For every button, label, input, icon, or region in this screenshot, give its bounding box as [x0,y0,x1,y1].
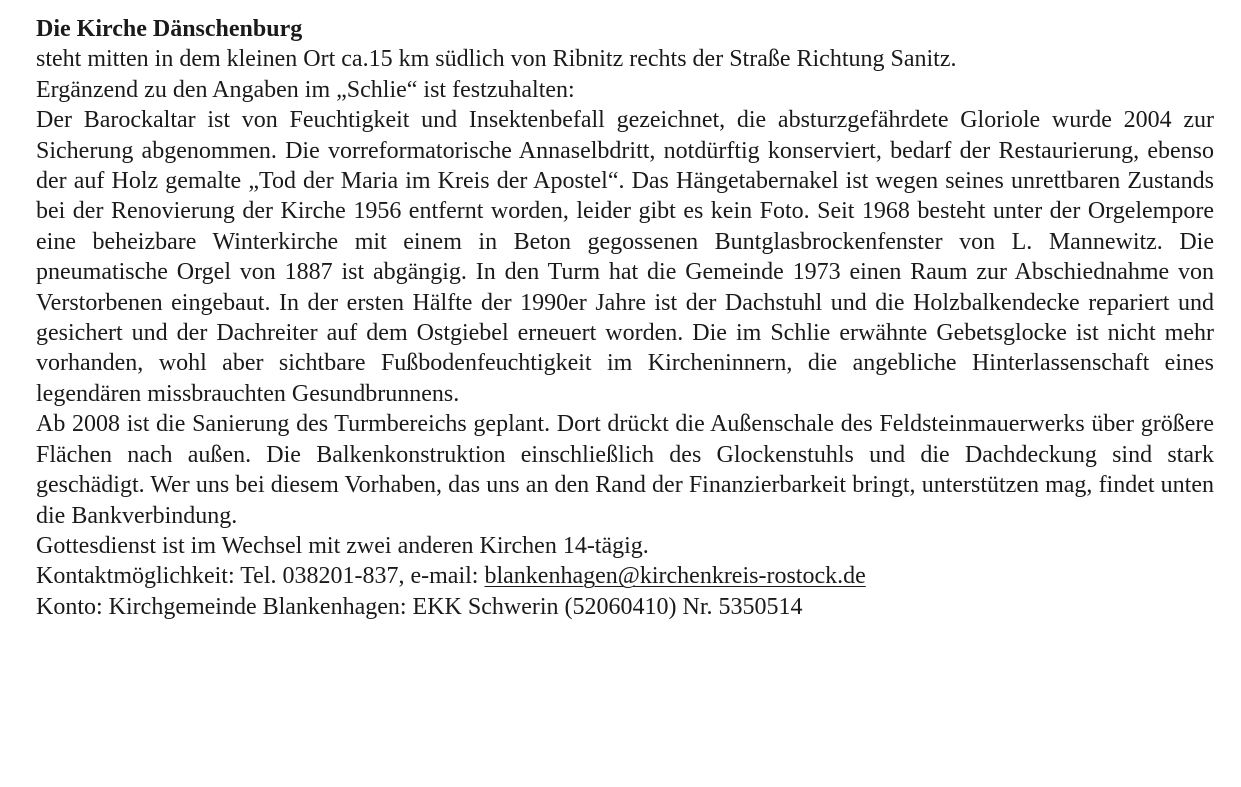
paragraph-condition: Der Barockaltar ist von Feuchtigkeit und Insektenbefall gezeichnet, die absturzgefährdete Gloriole wurde 2004 zur Sicherung abgenommen. Die vorreformatorische Annaselbdritt, notdürftig konserviert, bedarf der Restaurierung, ebenso der auf Holz gemalte „Tod der Maria im Kreis der Apostel“. Das Hängetabernakel ist wegen seines unrettbaren Zustands bei der Renovierung der Kirche 1956 entfernt worden, leider gibt es kein Foto. Seit 1968 besteht unter der Orgelempore eine beheizbare Winterkirche mit einem in Beton gegossenen Buntglasbrockenfenster von L. Mannewitz. Die pneumatische Orgel von 1887 ist abgängig. In den Turm hat die Gemeinde 1973 einen Raum zur Abschiednahme von Verstorbenen eingebaut. In der ersten Hälfte der 1990er Jahre ist der Dachstuhl und die Holzbalkendecke repariert und gesichert und der Dachreiter auf dem Ostgiebel erneuert worden. Die im Schlie erwähnte Gebetsglocke ist nicht mehr vorhanden, wohl aber sichtbare Fußbodenfeuchtigkeit im Kircheninnern, die angebliche Hinterlassenschaft eines legendären missbrauchten Gesundbrunnens. [36,107,1214,407]
contact-email-link[interactable]: blankenhagen@kirchenkreis-rostock.de [484,563,866,590]
intro-line-location: steht mitten in dem kleinen Ort ca.15 km südlich von Ribnitz rechts der Straße Richtung Sanitz. [36,46,957,73]
contact-line [36,561,1214,591]
service-line: Gottesdienst ist im Wechsel mit zwei anderen Kirchen 14-tägig. [36,532,649,559]
document-title: Die Kirche Dänschenburg [36,16,303,42]
document-page [36,14,1214,622]
account-line: Konto: Kirchgemeinde Blankenhagen: EKK Schwerin (52060410) Nr. 5350514 [36,593,803,620]
contact-prefix: Kontaktmöglichkeit: Tel. 038201-837, e-mail: [36,563,485,590]
intro-line-schlie: Ergänzend zu den Angaben im „Schlie“ ist festzuhalten: [36,76,575,103]
paragraph-renovation: Ab 2008 ist die Sanierung des Turmbereichs geplant. Dort drückt die Außenschale des Feldsteinmauerwerks über größere Flächen nach außen. Die Balkenkonstruktion einschließlich des Glockenstuhls und die Dachdeckung sind stark geschädigt. Wer uns bei diesem Vorhaben, das uns an den Rand der Finanzierbarkeit bringt, unterstützen mag, findet unten die Bankverbindung. [36,411,1214,529]
